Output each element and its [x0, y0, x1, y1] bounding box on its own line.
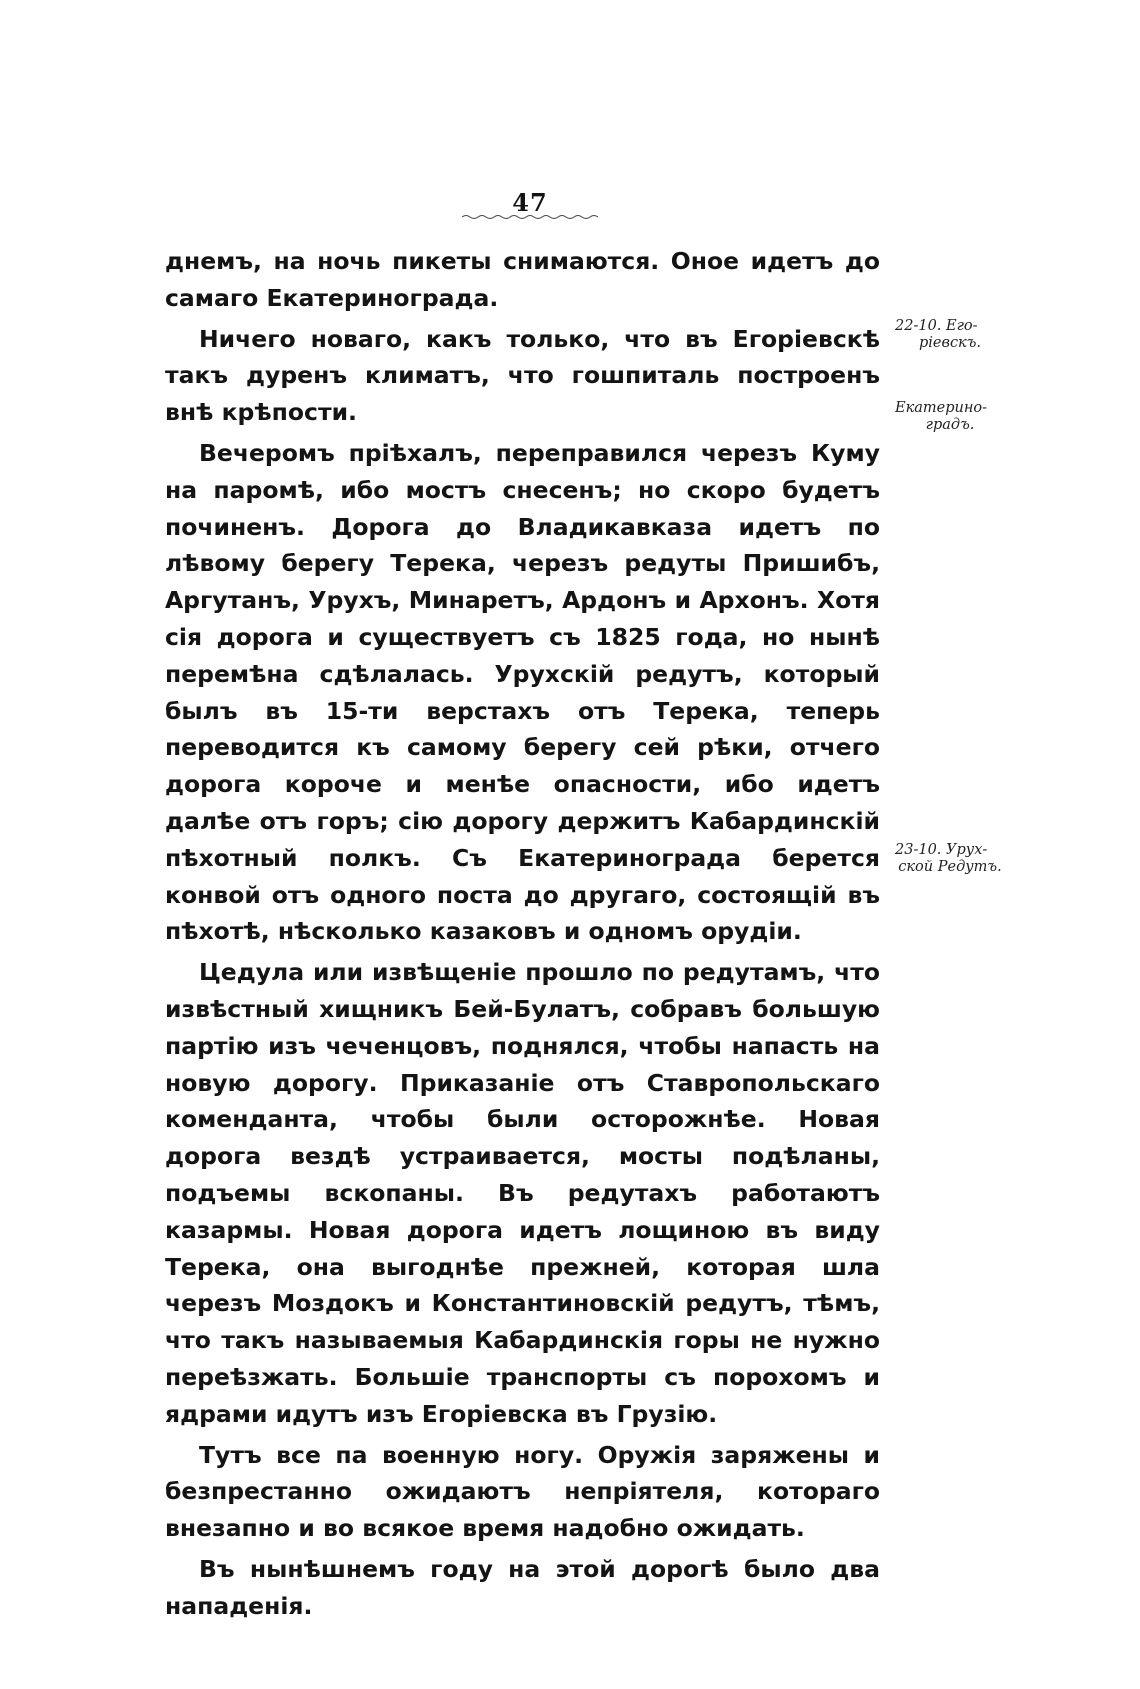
margin-note-line: 23-10. Урух-	[895, 842, 988, 858]
margin-note	[895, 400, 1005, 434]
margin-note-line: Екатерино-	[895, 400, 988, 416]
page-number-ornament	[462, 214, 598, 222]
margin-note	[895, 318, 1005, 352]
margin-note-line: 22-10. Его-	[895, 318, 978, 334]
paragraph: Въ нынѣшнемъ году на этой дорогѣ было два нападенія.	[165, 1554, 880, 1620]
page-number: 47	[512, 188, 548, 217]
margin-note-line: ской Редутъ.	[898, 859, 1002, 875]
paragraph: Цедула или извѣщеніе прошло по редутамъ, что извѣстный хищникъ Бей-Булатъ, собравъ большую партію изъ чеченцовъ, поднялся, чтобы напасть на новую дорогу. Приказаніе отъ Ставропольскаго коменданта, чтобы были осторожнѣе. Новая дорога вездѣ устраивается, мосты подѣланы, подъемы вскопаны. Въ редутахъ работаютъ казармы. Новая дорога идетъ лощиною въ виду Терека, она выгоднѣе прежней, которая шла черезъ Моздокъ и Константиновскій редутъ, тѣмъ, что такъ называемыя Кабардинскія горы не нужно переѣзжать. Большіе транспорты съ порохомъ и ядрами идутъ изъ Егоріевска въ Грузію.	[165, 958, 880, 1428]
margin-note-line: градъ.	[925, 417, 975, 433]
body-text	[165, 243, 880, 1628]
margin-note	[895, 842, 1005, 876]
paragraph: днемъ, на ночь пикеты снимаются. Оное идетъ до самаго Екатеринограда.	[165, 247, 880, 312]
margin-note-line: ріевскъ.	[919, 335, 981, 351]
paragraph: Ничего новаго, какъ только, что въ Егоріевскѣ такъ дуренъ климатъ, что гошпиталь построенъ внѣ крѣпости.	[165, 324, 880, 427]
paragraph: Тутъ все па военную ногу. Оружія заряжены и безпрестанно ожидаютъ непріятеля, котораго внезапно и во всякое время надобно ожидать.	[165, 1440, 880, 1543]
paragraph: Вечеромъ пріѣхалъ, переправился черезъ Куму на паромѣ, ибо мостъ снесенъ; но скоро будетъ починенъ. Дорога до Владикавказа идетъ по лѣвому берегу Терека, черезъ редуты Пришибъ, Аргутанъ, Урухъ, Минаретъ, Ардонъ и Архонъ. Хотя сія дорога и существуетъ съ 1825 года, но нынѣ перемѣна сдѣлалась. Урухскій редутъ, который былъ въ 15-ти верстахъ отъ Терека, теперь переводится къ самому берегу сей рѣки, отчего дорога короче и менѣе опасности, ибо идетъ далѣе отъ горъ; сію дорогу держитъ Кабардинскій пѣхотный полкъ. Съ Екатеринограда берется конвой отъ одного поста до другаго, состоящій въ пѣхотѣ, нѣсколько казаковъ и одномъ орудіи.	[165, 438, 880, 946]
